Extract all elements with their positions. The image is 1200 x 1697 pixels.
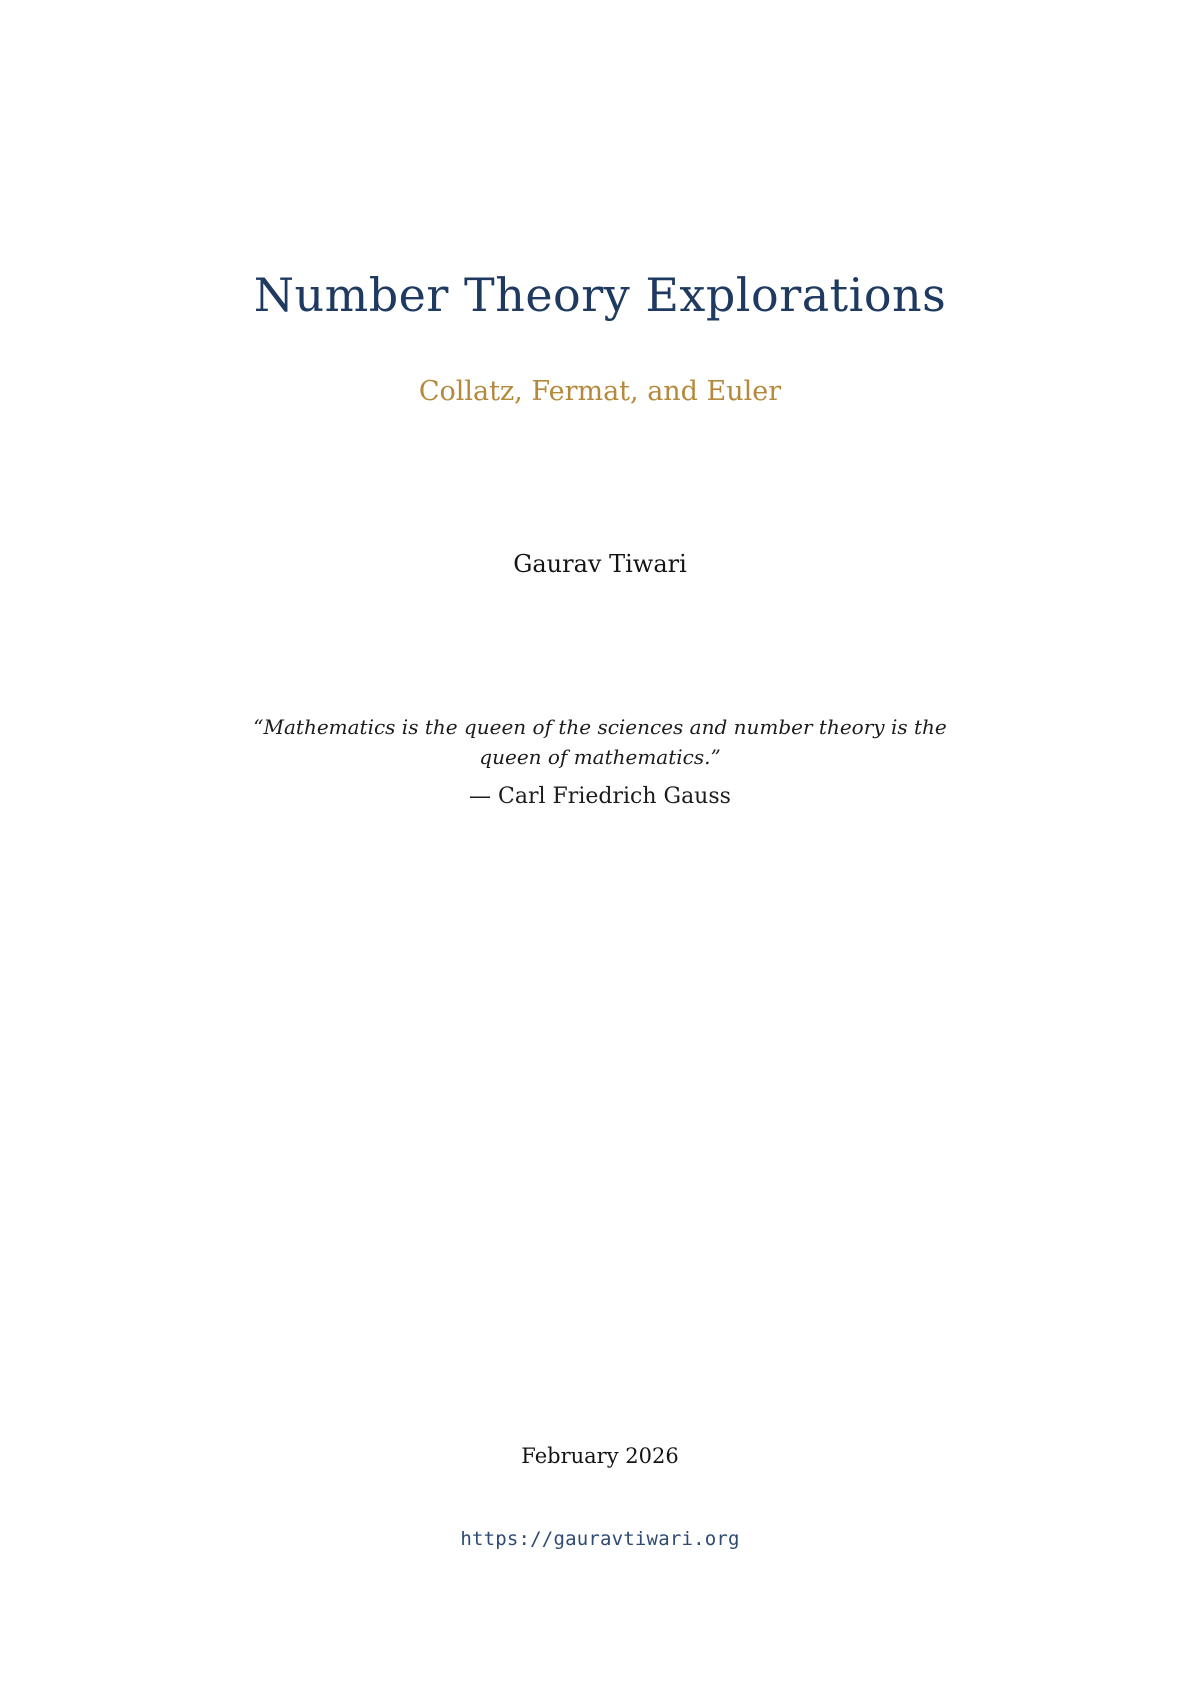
epigraph-quote: “Mathematics is the queen of the sciences and number theory is the queen of mathematics.” — [253, 715, 947, 769]
epigraph-attribution: — Carl Friedrich Gauss — [469, 784, 731, 809]
document-subtitle: Collatz, Fermat, and Euler — [418, 376, 782, 407]
website-link-row — [0, 1528, 1200, 1550]
publication-date: February 2026 — [521, 1444, 679, 1468]
document-title: Number Theory Explorations — [253, 268, 947, 322]
website-link[interactable]: https://gauravtiwari.org — [460, 1528, 740, 1550]
author-name: Gaurav Tiwari — [513, 550, 687, 578]
